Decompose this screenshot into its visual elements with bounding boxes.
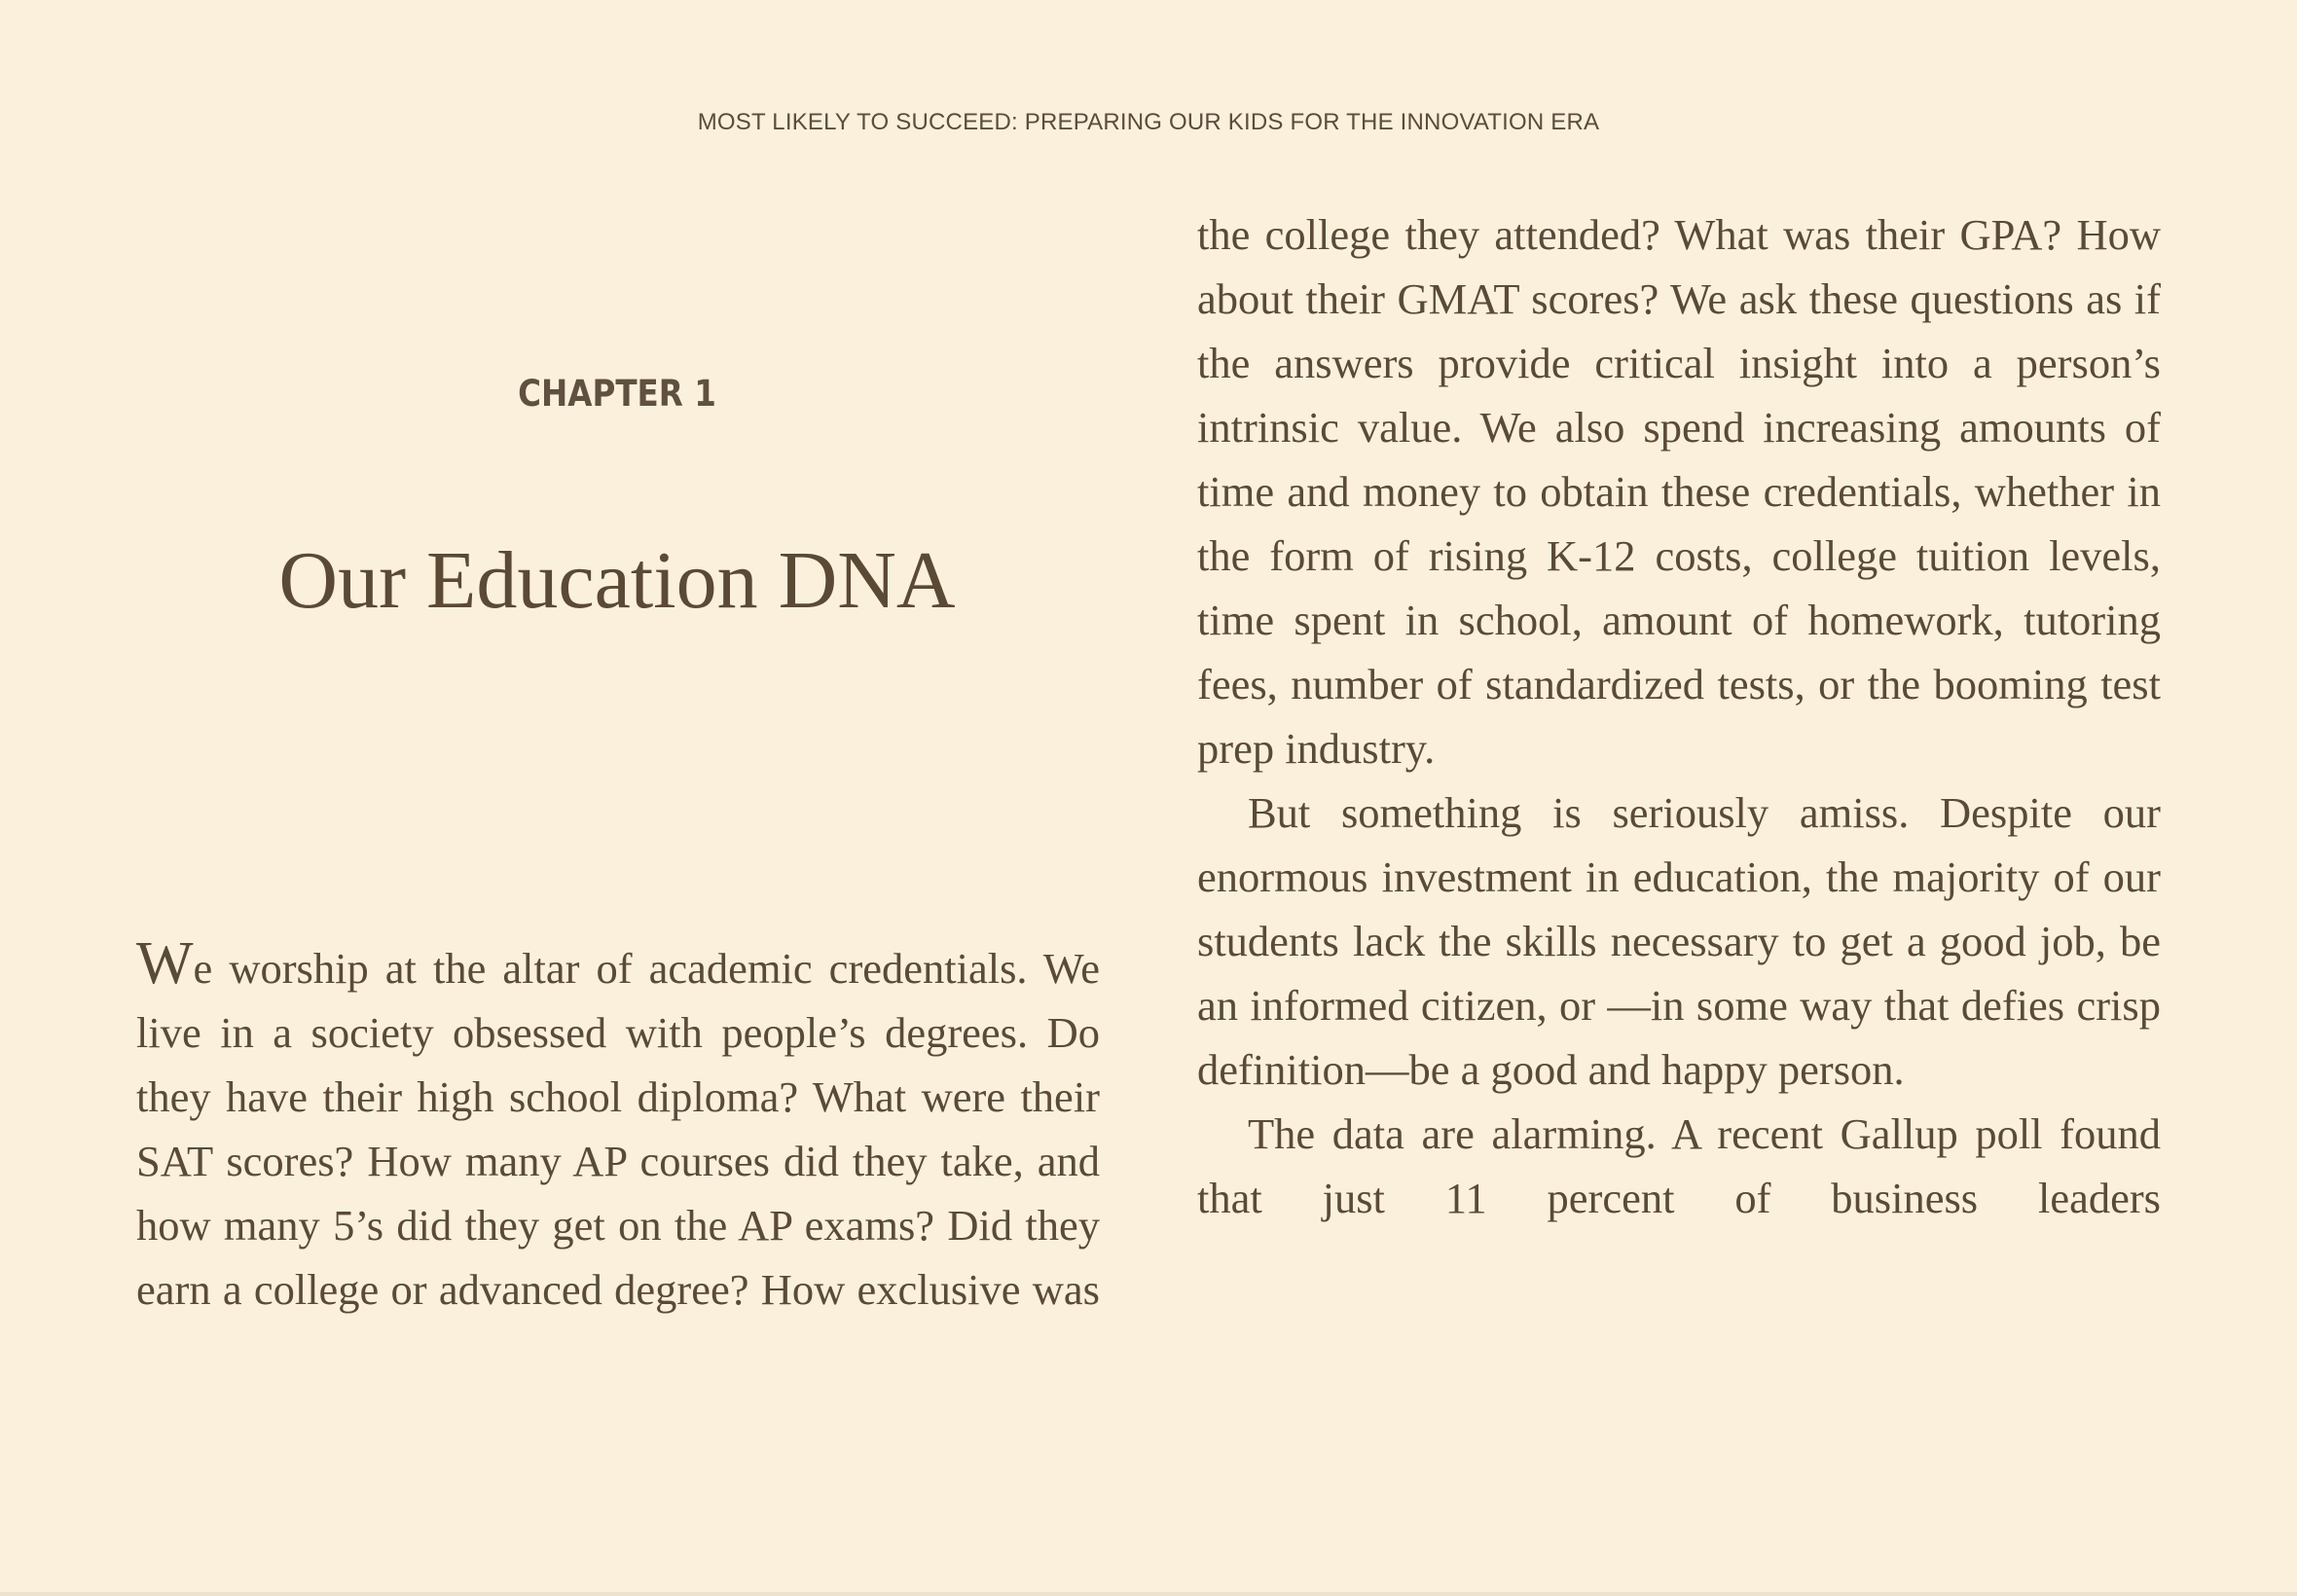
right-page-text <box>1197 202 2161 1230</box>
opening-paragraph <box>136 930 1100 1322</box>
drop-letter: W <box>136 930 194 997</box>
chapter-title: Our Education DNA <box>278 535 956 626</box>
running-header: MOST LIKELY TO SUCCEED: PREPARING OUR KIDS FOR THE INNOVATION ERA <box>697 109 1600 135</box>
paragraph-data-alarming: The data are alarming. A recent Gallup poll found that just 11 percent of business leaders <box>1197 1109 2161 1222</box>
paragraph-despite: But something is seriously amiss. Despite our enormous investment in education, the majority of our students lack the skills necessary to get a good job, be an informed citizen, or —in some way that defies crisp definition—be a good and happy person. <box>1197 788 2161 1094</box>
left-page-text <box>136 930 1100 1322</box>
bottom-divider <box>0 1592 2297 1596</box>
chapter-label: CHAPTER 1 <box>518 373 716 415</box>
continued-paragraph: the college they attended? What was their GPA? How about their GMAT scores? We ask these questions as if the answers provide critical insight into a person’s intrinsic value. We also spend increasing amounts of time and money to obtain these credentials, whether in the form of rising K-12 costs, college tuition levels, time spent in school, amount of homework, tutoring fees, number of standardized tests, or the booming test prep industry. <box>1197 210 2161 773</box>
opening-paragraph-text: e worship at the altar of academic credentials. We live in a society obsessed with people’s degrees. Do they have their high school diploma? What were their SAT scores? How many AP courses did they take, and how many 5’s did they get on the AP exams? Did they earn a college or advanced degree? How exclusive was <box>136 944 1100 1314</box>
